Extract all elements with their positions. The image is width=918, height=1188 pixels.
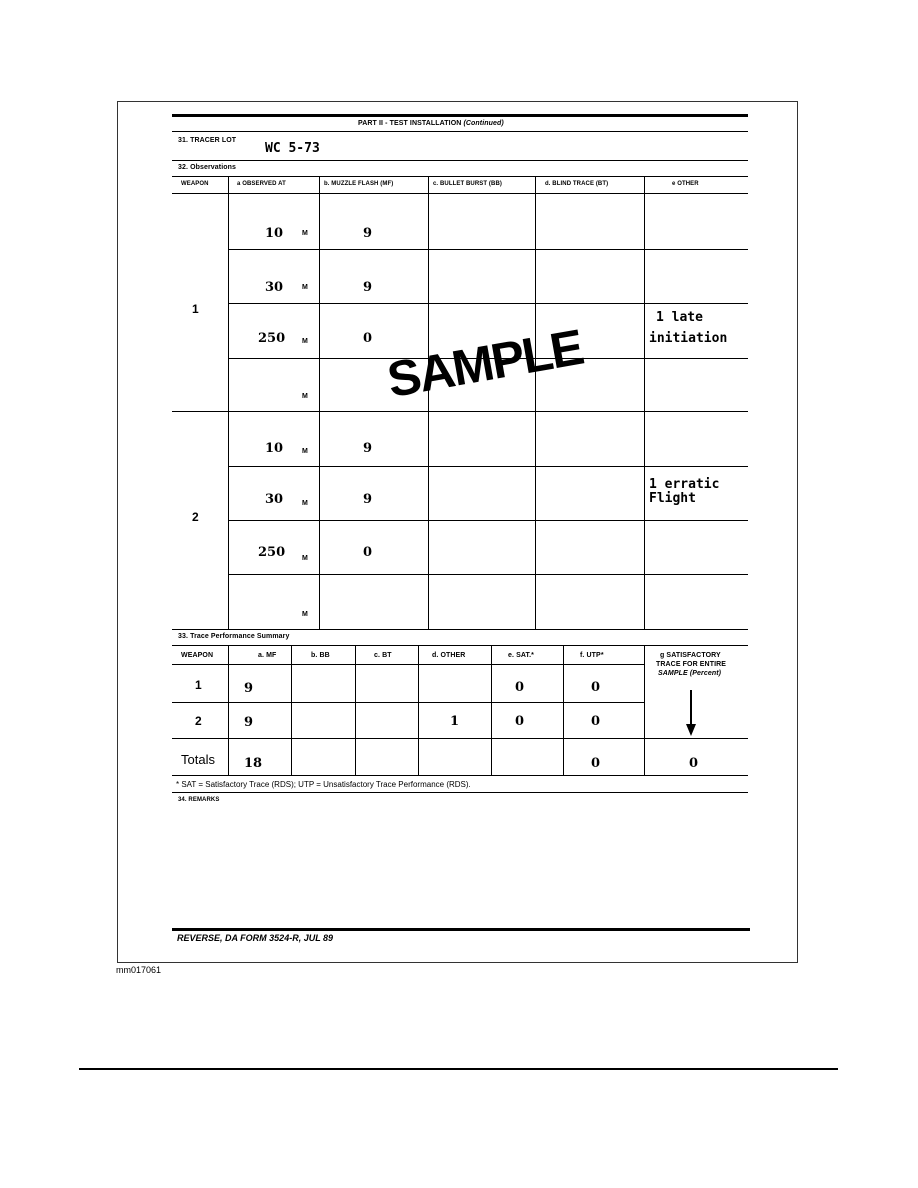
obs-header-muzzle-flash: b. MUZZLE FLASH (MF): [324, 181, 394, 187]
summary-label: 33. Trace Performance Summary: [178, 633, 290, 640]
mf-value[interactable]: 0: [363, 331, 373, 346]
unit-label: M: [302, 500, 308, 507]
rule: [228, 520, 748, 521]
other-value[interactable]: 1 erratic: [649, 477, 720, 492]
grid-line: [228, 176, 229, 629]
top-rule: [172, 114, 748, 117]
mf-value[interactable]: 9: [363, 226, 373, 241]
footnote: * SAT = Satisfactory Trace (RDS); UTP = Unsatisfactory Trace Performance (RDS).: [176, 780, 471, 789]
rule: [228, 574, 748, 575]
rule: [172, 629, 748, 630]
unit-label: M: [302, 230, 308, 237]
mf-value[interactable]: 0: [363, 545, 373, 560]
sum-sat[interactable]: 0: [515, 680, 525, 695]
sum-header-weapon: WEAPON: [181, 652, 214, 659]
other-value[interactable]: Flight: [649, 491, 696, 506]
unit-label: M: [302, 393, 308, 400]
sum-header-utp: f. UTP*: [580, 652, 604, 659]
grid-line: [563, 645, 564, 775]
grid-line: [644, 176, 645, 629]
down-arrow-icon: [684, 690, 698, 738]
obs-header-other: e OTHER: [672, 181, 699, 187]
sum-other[interactable]: 1: [450, 714, 460, 729]
mf-value[interactable]: 9: [363, 441, 373, 456]
sum-header-mf: a. MF: [258, 652, 277, 659]
weapon-number: 2: [192, 510, 199, 524]
sum-total-utp[interactable]: 0: [591, 756, 601, 771]
rule: [172, 193, 748, 194]
mf-value[interactable]: 9: [363, 280, 373, 295]
mf-value[interactable]: 9: [363, 492, 373, 507]
remarks-field[interactable]: [178, 810, 738, 920]
grid-line: [355, 645, 356, 775]
sum-header-g-line3: SAMPLE (Percent): [658, 670, 722, 677]
sum-header-g-line2: TRACE FOR ENTIRE: [656, 661, 727, 668]
other-value[interactable]: initiation: [649, 331, 728, 346]
grid-line: [535, 176, 536, 629]
rule: [172, 411, 748, 412]
unit-label: M: [302, 611, 308, 618]
rule: [172, 664, 644, 665]
sum-sat[interactable]: 0: [515, 714, 525, 729]
remarks-label: 34. REMARKS: [178, 797, 220, 803]
rule: [228, 303, 748, 304]
tracer-lot-value[interactable]: WC 5-73: [265, 141, 320, 156]
obs-header-blind-trace: d. BLIND TRACE (BT): [545, 181, 609, 187]
grid-line: [228, 645, 229, 775]
weapon-number: 1: [192, 302, 199, 316]
obs-header-observed-at: a OBSERVED AT: [237, 181, 286, 187]
rule: [228, 249, 748, 250]
tracer-lot-label: 31. TRACER LOT: [178, 137, 237, 144]
sum-header-other: d. OTHER: [432, 652, 466, 659]
sum-header-sat: e. SAT.*: [508, 652, 534, 659]
sum-totals-label: Totals: [181, 752, 215, 767]
grid-line: [644, 645, 645, 775]
rule: [228, 466, 748, 467]
grid-line: [291, 645, 292, 775]
observed-at-value[interactable]: 30: [265, 280, 284, 295]
unit-label: M: [302, 448, 308, 455]
unit-label: M: [302, 338, 308, 345]
observed-at-value[interactable]: 10: [265, 441, 284, 456]
rule: [172, 160, 748, 161]
sum-header-bt: c. BT: [374, 652, 392, 659]
sum-weapon: 1: [195, 678, 202, 692]
grid-line: [491, 645, 492, 775]
bottom-rule: [172, 928, 750, 931]
sum-mf[interactable]: 9: [244, 715, 254, 730]
grid-line: [418, 645, 419, 775]
page-bottom-rule: [79, 1068, 838, 1070]
unit-label: M: [302, 284, 308, 291]
sum-total-mf[interactable]: 18: [244, 756, 263, 771]
observed-at-value[interactable]: 10: [265, 226, 284, 241]
rule: [172, 702, 644, 703]
sum-utp[interactable]: 0: [591, 680, 601, 695]
sample-watermark: SAMPLE: [383, 318, 587, 409]
obs-header-bullet-burst: c. BULLET BURST (BB): [433, 181, 502, 187]
observations-label: 32. Observations: [178, 164, 237, 171]
form-id: REVERSE, DA FORM 3524-R, JUL 89: [177, 933, 334, 943]
observed-at-value[interactable]: 250: [258, 331, 286, 346]
rule: [172, 131, 748, 132]
rule: [172, 176, 748, 177]
figure-id: mm017061: [116, 965, 162, 975]
observed-at-value[interactable]: 30: [265, 492, 284, 507]
other-value[interactable]: 1 late: [656, 310, 703, 325]
sum-header-bb: b. BB: [311, 652, 330, 659]
sum-mf[interactable]: 9: [244, 681, 254, 696]
observed-at-value[interactable]: 250: [258, 545, 286, 560]
rule: [172, 792, 748, 793]
rule: [172, 738, 748, 739]
sum-utp[interactable]: 0: [591, 714, 601, 729]
part-title: PART II - TEST INSTALLATION (Continued): [358, 120, 504, 127]
obs-header-weapon: WEAPON: [181, 181, 209, 187]
sum-header-g-line1: g SATISFACTORY: [660, 652, 721, 659]
grid-line: [319, 176, 320, 629]
sum-total-g[interactable]: 0: [689, 756, 699, 771]
sum-weapon: 2: [195, 714, 202, 728]
rule: [172, 775, 748, 776]
rule: [172, 645, 748, 646]
unit-label: M: [302, 555, 308, 562]
